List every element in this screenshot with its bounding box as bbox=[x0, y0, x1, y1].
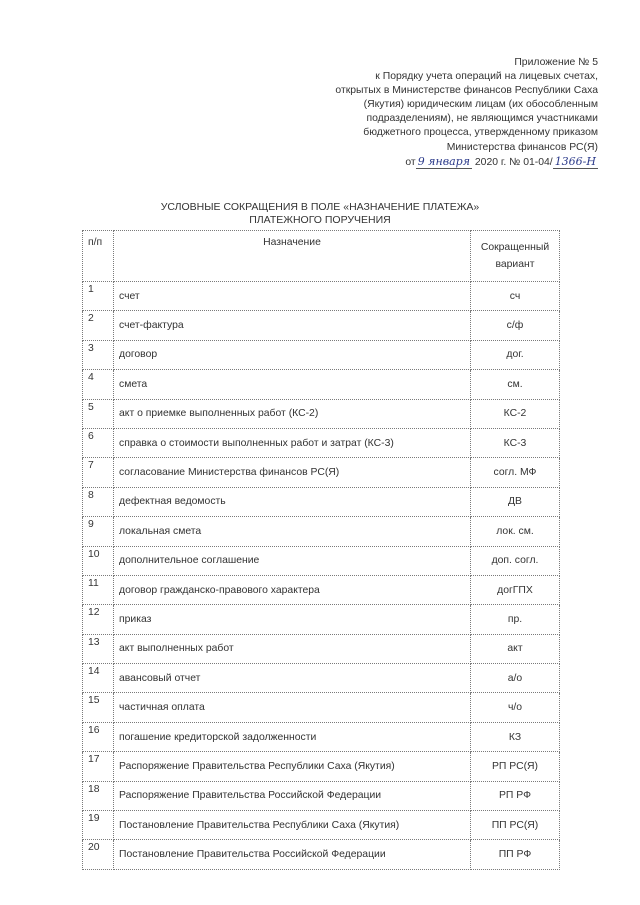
table-row bbox=[83, 781, 560, 810]
row-abbreviation: пр. bbox=[471, 605, 560, 634]
column-header-short-line2: вариант bbox=[495, 259, 535, 270]
row-abbreviation: догГПХ bbox=[471, 575, 560, 604]
row-number: 18 bbox=[83, 781, 114, 810]
table-row bbox=[83, 722, 560, 751]
table-row bbox=[83, 517, 560, 546]
column-header-short-line1: Сокращенный bbox=[480, 242, 550, 253]
row-purpose: договор bbox=[114, 340, 471, 369]
header-line: Министерства финансов РС(Я) bbox=[446, 141, 598, 153]
date-prefix: от bbox=[405, 156, 416, 168]
row-number: 12 bbox=[83, 605, 114, 634]
row-number: 20 bbox=[83, 840, 114, 869]
row-abbreviation: согл. МФ bbox=[471, 458, 560, 487]
appendix-header bbox=[278, 56, 598, 170]
row-number: 17 bbox=[83, 752, 114, 781]
table-row bbox=[83, 664, 560, 693]
row-number: 2 bbox=[83, 311, 114, 340]
row-abbreviation: дог. bbox=[471, 340, 560, 369]
row-number: 13 bbox=[83, 634, 114, 663]
row-purpose: справка о стоимости выполненных работ и затрат (КС-3) bbox=[114, 428, 471, 457]
title-line-2: ПЛАТЕЖНОГО ПОРУЧЕНИЯ bbox=[249, 214, 391, 226]
abbreviations-table bbox=[82, 230, 560, 870]
row-abbreviation: доп. согл. bbox=[471, 546, 560, 575]
table-row bbox=[83, 605, 560, 634]
row-purpose: счет bbox=[114, 282, 471, 311]
row-number: 19 bbox=[83, 811, 114, 840]
row-number: 3 bbox=[83, 340, 114, 369]
row-purpose: частичная оплата bbox=[114, 693, 471, 722]
table-row bbox=[83, 634, 560, 663]
document-title bbox=[0, 201, 640, 227]
table-row bbox=[83, 399, 560, 428]
row-abbreviation: с/ф bbox=[471, 311, 560, 340]
row-purpose: дефектная ведомость bbox=[114, 487, 471, 516]
row-number: 6 bbox=[83, 428, 114, 457]
table-row bbox=[83, 575, 560, 604]
row-number: 7 bbox=[83, 458, 114, 487]
row-purpose: согласование Министерства финансов РС(Я) bbox=[114, 458, 471, 487]
table-row bbox=[83, 370, 560, 399]
row-abbreviation: а/о bbox=[471, 664, 560, 693]
row-abbreviation: КЗ bbox=[471, 722, 560, 751]
table-row bbox=[83, 428, 560, 457]
row-purpose: счет-фактура bbox=[114, 311, 471, 340]
row-abbreviation: лок. см. bbox=[471, 517, 560, 546]
row-number: 15 bbox=[83, 693, 114, 722]
table-header-row bbox=[83, 231, 560, 282]
row-number: 9 bbox=[83, 517, 114, 546]
column-header-num: п/п bbox=[83, 231, 114, 282]
column-header-name: Назначение bbox=[114, 231, 471, 282]
column-header-short bbox=[471, 231, 560, 282]
row-purpose: смета bbox=[114, 370, 471, 399]
row-purpose: договор гражданско-правового характера bbox=[114, 575, 471, 604]
row-purpose: дополнительное соглашение bbox=[114, 546, 471, 575]
table-row bbox=[83, 693, 560, 722]
table-row bbox=[83, 282, 560, 311]
table-row bbox=[83, 811, 560, 840]
row-number: 8 bbox=[83, 487, 114, 516]
header-line: открытых в Министерстве финансов Республики Саха bbox=[335, 85, 598, 97]
table-row bbox=[83, 340, 560, 369]
row-abbreviation: сч bbox=[471, 282, 560, 311]
header-line: Приложение № 5 bbox=[514, 57, 598, 68]
table-row bbox=[83, 840, 560, 869]
row-abbreviation: РП РС(Я) bbox=[471, 752, 560, 781]
handwritten-date: 9 января bbox=[417, 154, 470, 168]
row-purpose: локальная смета bbox=[114, 517, 471, 546]
row-number: 10 bbox=[83, 546, 114, 575]
row-number: 5 bbox=[83, 399, 114, 428]
row-purpose: погашение кредиторской задолженности bbox=[114, 722, 471, 751]
row-abbreviation: КС-2 bbox=[471, 399, 560, 428]
order-date-line bbox=[278, 155, 598, 170]
table-row bbox=[83, 311, 560, 340]
header-line: подразделениям), не являющимся участниками bbox=[366, 113, 598, 125]
row-purpose: Постановление Правительства Российской Федерации bbox=[114, 840, 471, 869]
date-middle: 2020 г. № 01-04/ bbox=[474, 156, 553, 168]
handwritten-order-number: 1366-Н bbox=[554, 154, 596, 168]
row-abbreviation: ДВ bbox=[471, 487, 560, 516]
row-abbreviation: ПП РФ bbox=[471, 840, 560, 869]
row-purpose: Распоряжение Правительства Республики Саха (Якутия) bbox=[114, 752, 471, 781]
table-body bbox=[83, 282, 560, 870]
row-purpose: акт выполненных работ bbox=[114, 634, 471, 663]
table-row bbox=[83, 546, 560, 575]
row-abbreviation: ч/о bbox=[471, 693, 560, 722]
row-purpose: акт о приемке выполненных работ (КС-2) bbox=[114, 399, 471, 428]
row-number: 14 bbox=[83, 664, 114, 693]
row-purpose: Распоряжение Правительства Российской Федерации bbox=[114, 781, 471, 810]
header-line: к Порядку учета операций на лицевых счетах, bbox=[375, 71, 598, 83]
row-purpose: авансовый отчет bbox=[114, 664, 471, 693]
row-number: 11 bbox=[83, 575, 114, 604]
header-line: бюджетного процесса, утвержденному приказом bbox=[363, 127, 598, 139]
row-abbreviation: КС-3 bbox=[471, 428, 560, 457]
header-line: (Якутия) юридическим лицам (их обособленным bbox=[363, 99, 598, 111]
row-abbreviation: см. bbox=[471, 370, 560, 399]
table-row bbox=[83, 487, 560, 516]
row-purpose: приказ bbox=[114, 605, 471, 634]
row-number: 1 bbox=[83, 282, 114, 311]
row-number: 16 bbox=[83, 722, 114, 751]
row-abbreviation: ПП РС(Я) bbox=[471, 811, 560, 840]
table-row bbox=[83, 458, 560, 487]
row-number: 4 bbox=[83, 370, 114, 399]
title-line-1: УСЛОВНЫЕ СОКРАЩЕНИЯ В ПОЛЕ «НАЗНАЧЕНИЕ ПЛАТЕЖА» bbox=[160, 201, 480, 213]
row-purpose: Постановление Правительства Республики Саха (Якутия) bbox=[114, 811, 471, 840]
table-row bbox=[83, 752, 560, 781]
row-abbreviation: акт bbox=[471, 634, 560, 663]
row-abbreviation: РП РФ bbox=[471, 781, 560, 810]
